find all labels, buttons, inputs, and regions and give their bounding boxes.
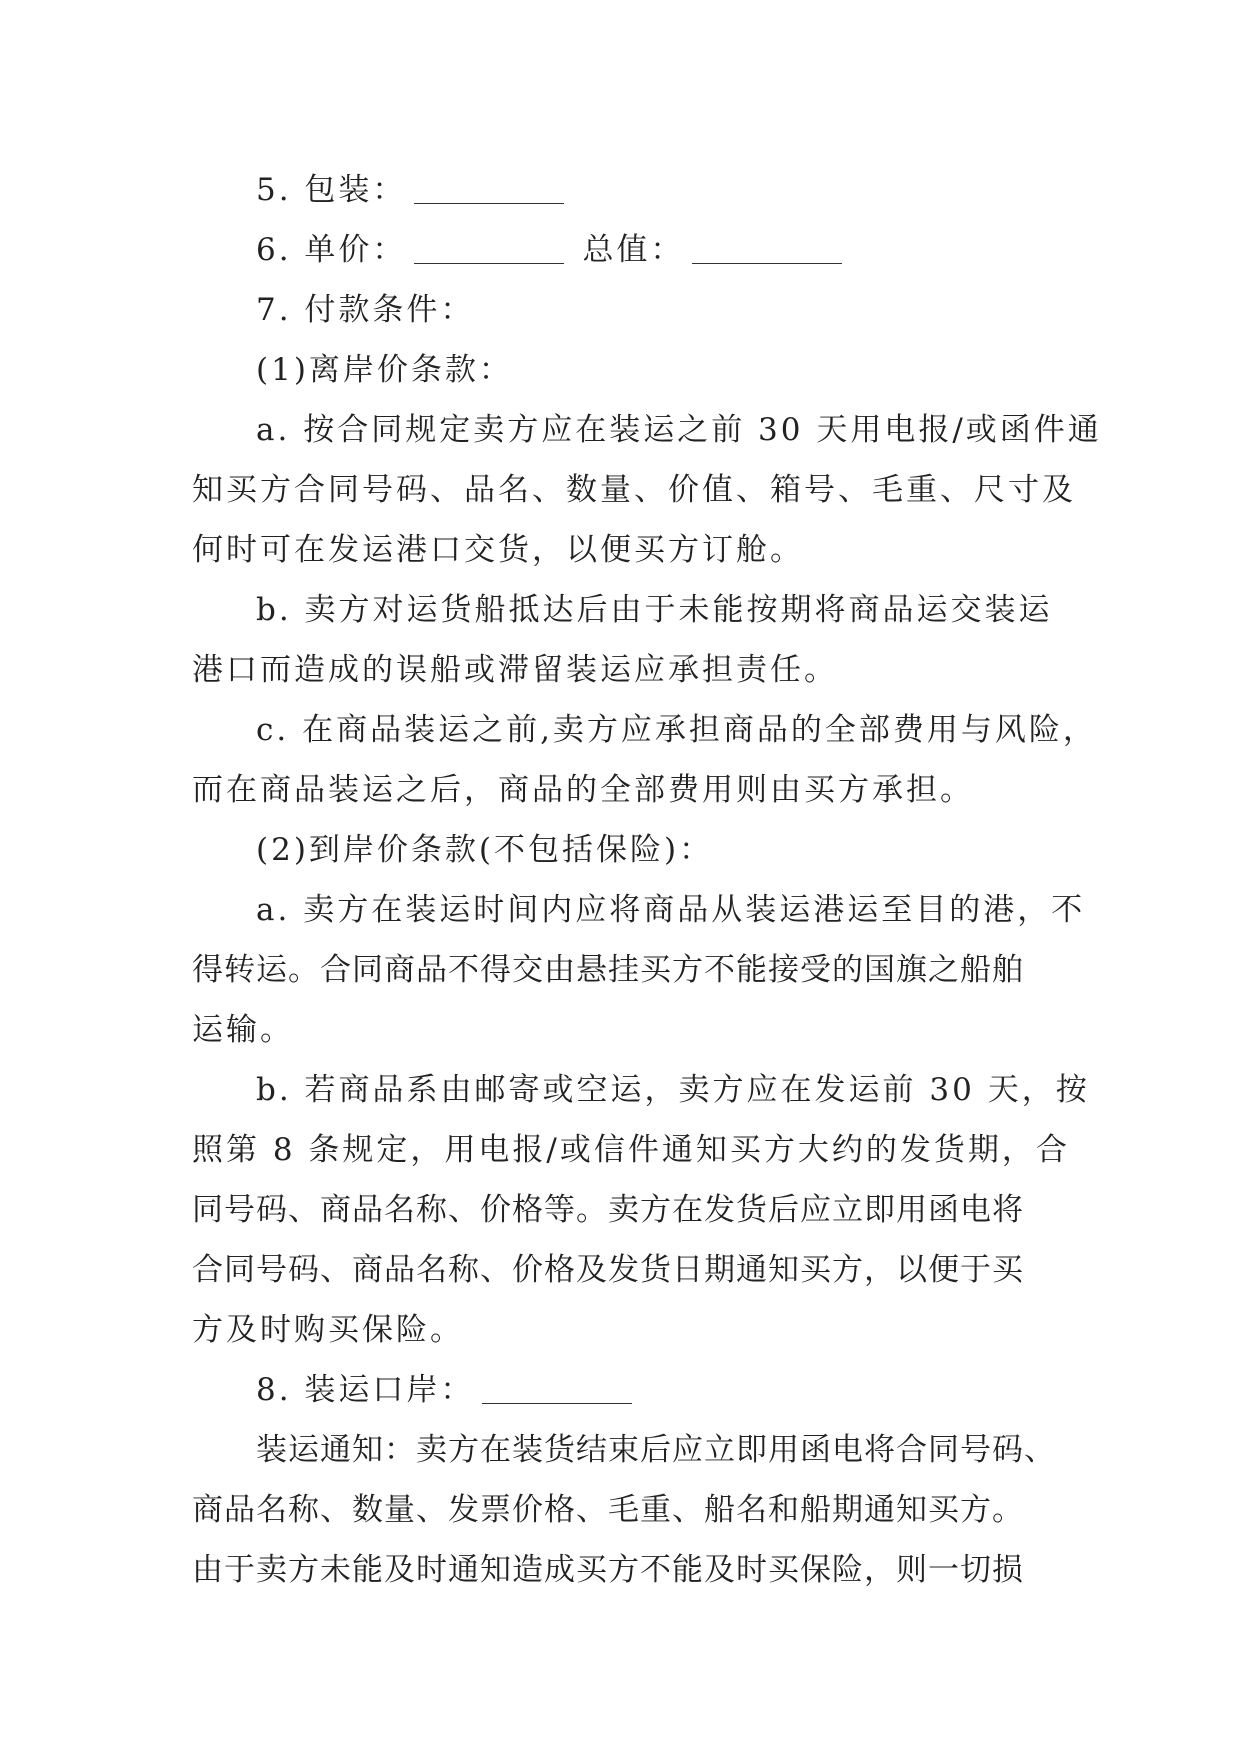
clause-text: (1)离岸价条款： (256, 352, 513, 388)
line-text: 装运通知：卖方在装货结束后应立即用函电将合同号码、 (256, 1432, 1056, 1468)
paragraph-line (192, 1240, 1072, 1300)
paragraph-line (192, 1060, 1090, 1120)
paragraph-line (192, 760, 1072, 820)
clause-shipping-port (192, 1360, 1072, 1420)
subclause-cif-heading (192, 820, 1072, 880)
paragraph-line (192, 1480, 1072, 1540)
fill-in-blank (482, 1367, 632, 1404)
line-text: 合同号码、商品名称、价格及发货日期通知买方，以便于买 (192, 1252, 1024, 1288)
clause-text: (2)到岸价条款(不包括保险)： (256, 832, 714, 868)
document-body (192, 160, 1102, 1600)
subclause-fob-heading (192, 340, 1072, 400)
fill-in-blank (692, 227, 842, 264)
paragraph-line (192, 1120, 1072, 1180)
paragraph-line (192, 1300, 1072, 1360)
line-text: 运输。 (192, 1012, 294, 1048)
line-text: 方及时购买保险。 (192, 1312, 464, 1348)
paragraph-line (192, 940, 1072, 1000)
clause-price (192, 220, 1072, 280)
line-text: 同号码、商品名称、价格等。卖方在发货后应立即用函电将 (192, 1192, 1024, 1228)
line-text: 知买方合同号码、品名、数量、价值、箱号、毛重、尺寸及 (192, 472, 1076, 508)
line-text: 何时可在发运港口交货，以便买方订舱。 (192, 532, 804, 568)
paragraph-line (192, 1540, 1072, 1600)
clause-text: 8. 装运口岸： (256, 1372, 475, 1408)
line-text: 而在商品装运之后，商品的全部费用则由买方承担。 (192, 772, 974, 808)
line-text: 得转运。合同商品不得交由悬挂买方不能接受的国旗之船舶 (192, 952, 1024, 988)
line-text: c. 在商品装运之前,卖方应承担商品的全部费用与风险， (256, 712, 1097, 748)
paragraph-line (192, 460, 1076, 520)
line-text: b. 若商品系由邮寄或空运，卖方应在发运前 30 天，按 (256, 1072, 1090, 1108)
paragraph-line (192, 1420, 1072, 1480)
line-text: 照第 8 条规定，用电报/或信件通知买方大约的发货期，合 (192, 1132, 1070, 1168)
line-text: a. 按合同规定卖方应在装运之前 30 天用电报/或函件通 (256, 412, 1102, 448)
fill-in-blank (414, 167, 564, 204)
clause-payment-heading (192, 280, 1072, 340)
clause-text: 5. 包装： (256, 172, 407, 208)
line-text: 港口而造成的误船或滞留装运应承担责任。 (192, 652, 838, 688)
clause-packaging (192, 160, 1072, 220)
clause-text: 7. 付款条件： (256, 292, 475, 328)
paragraph-line (192, 400, 1102, 460)
paragraph-line (192, 700, 1097, 760)
clause-text: 6. 单价： (256, 232, 407, 268)
paragraph-line (192, 640, 1072, 700)
line-text: b. 卖方对运货船抵达后由于未能按期将商品运交装运 (256, 592, 1053, 628)
paragraph-line (192, 580, 1072, 640)
line-text: 商品名称、数量、发票价格、毛重、船名和船期通知买方。 (192, 1492, 1024, 1528)
paragraph-line (192, 520, 1072, 580)
paragraph-line (192, 880, 1086, 940)
clause-text: 总值： (582, 232, 685, 268)
line-text: a. 卖方在装运时间内应将商品从装运港运至目的港，不 (256, 892, 1086, 928)
paragraph-line (192, 1000, 1072, 1060)
paragraph-line (192, 1180, 1072, 1240)
fill-in-blank (414, 227, 564, 264)
line-text: 由于卖方未能及时通知造成买方不能及时买保险，则一切损 (192, 1552, 1024, 1588)
